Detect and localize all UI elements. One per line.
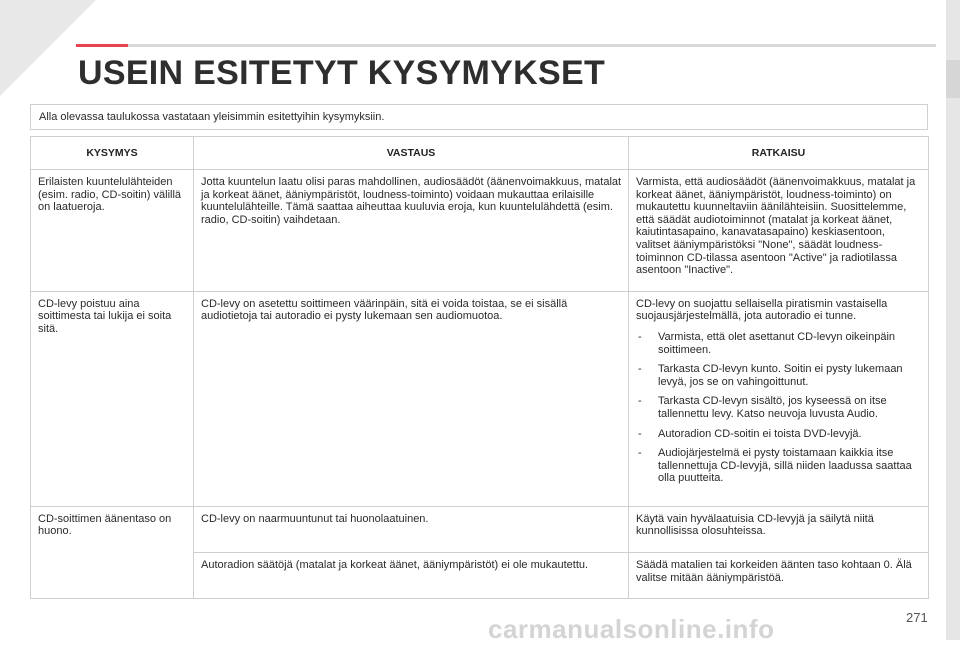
solution-text: CD-levy on suojattu sellaisella piratismin vastaisella suojausjärjestelmällä, jota autoradio ei tunne. (636, 297, 888, 323)
question-cell: CD-soittimen äänentaso on huono. (31, 506, 194, 598)
table-row (31, 170, 929, 292)
table-row (31, 291, 929, 506)
answer-cell: Autoradion säätöjä (matalat ja korkeat äänet, ääniympäristöt) ei ole mukautettu. (194, 553, 629, 599)
column-header-question: KYSYMYS (31, 137, 194, 170)
solution-list (636, 331, 922, 485)
column-header-answer: VASTAUS (194, 137, 629, 170)
section-tab (946, 60, 960, 98)
faq-table (30, 136, 929, 599)
answer-cell: CD-levy on naarmuuntunut tai huonolaatuinen. (194, 506, 629, 552)
table-row (31, 506, 929, 552)
list-item: - Tarkasta CD-levyn kunto. Soitin ei pysty lukemaan levyä, jos se on vahingoittunut. (636, 363, 922, 388)
list-item: - Varmista, että olet asettanut CD-levyn oikeinpäin soittimeen. (636, 331, 922, 356)
solution-cell (629, 291, 929, 506)
solution-cell: Säädä matalien tai korkeiden äänten taso kohtaan 0. Älä valitse mitään ääniympäristöä. (629, 553, 929, 599)
answer-cell: CD-levy on asetettu soittimeen väärinpäin, sitä ei voida toistaa, se ei sisällä audiotietoja tai autoradio ei pysty lukemaan sen audiomuotoa. (194, 291, 629, 506)
question-cell: CD-levy poistuu aina soittimesta tai lukija ei soita sitä. (31, 291, 194, 506)
question-cell: Erilaisten kuuntelulähteiden (esim. radio, CD-soitin) välillä on laatueroja. (31, 170, 194, 292)
table-header-row (31, 137, 929, 170)
page-title: USEIN ESITETYT KYSYMYKSET (78, 54, 606, 92)
list-item: - Audiojärjestelmä ei pysty toistamaan kaikkia itse tallennettuja CD-levyjä, sillä niiden laadussa saattaa olla puutteita. (636, 447, 922, 485)
page-number: 271 (906, 610, 928, 625)
watermark: carmanualsonline.info (488, 614, 775, 644)
column-header-solution: RATKAISU (629, 137, 929, 170)
list-item: - Autoradion CD-soitin ei toista DVD-levyjä. (636, 428, 922, 441)
solution-cell: Varmista, että audiosäädöt (äänenvoimakkuus, matalat ja korkeat äänet, ääniympäristöt, loudness-toiminto) on mukautettu kuunneltaviin äänilähteisiin. Suosittelemme, että säädät audiotoiminnot (matalat ja korkeat äänet, kaiutintasapaino, kanavatasapaino) keskiasentoon, valitset ääniympäristöksi "None", säädät loudness-toiminnon CD-tilassa asentoon "Active" ja radiotilassa asentoon "Inactive". (629, 170, 929, 292)
answer-cell: Jotta kuuntelun laatu olisi paras mahdollinen, audiosäädöt (äänenvoimakkuus, matalat ja korkeat äänet, ääniympäristöt, loudness-toiminto) voidaan mukauttaa erilaisille kuuntelulähteille. Tämä saattaa aiheuttaa kuuluvia eroja, kun kuuntelulähdettä (esim. radio, CD-soitin) vaihdetaan. (194, 170, 629, 292)
list-item: - Tarkasta CD-levyn sisältö, jos kyseessä on itse tallennettu levy. Katso neuvoja luvusta Audio. (636, 395, 922, 420)
solution-cell: Käytä vain hyvälaatuisia CD-levyjä ja säilytä niitä kunnollisissa olosuhteissa. (629, 506, 929, 552)
title-rule (76, 44, 936, 47)
intro-text: Alla olevassa taulukossa vastataan yleisimmin esitettyihin kysymyksiin. (30, 104, 928, 130)
title-accent-bar (76, 44, 128, 47)
